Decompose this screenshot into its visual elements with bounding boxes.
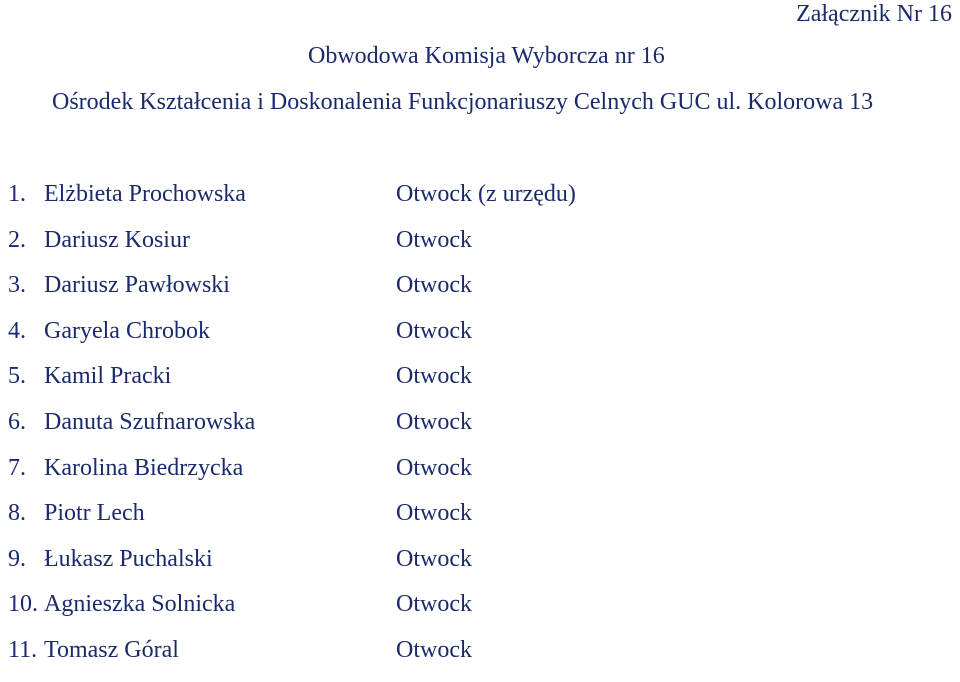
list-item xyxy=(8,454,948,500)
member-city: Otwock xyxy=(396,454,472,481)
list-item xyxy=(8,180,948,226)
member-number: 6. xyxy=(8,408,26,435)
member-name: Danuta Szufnarowska xyxy=(44,408,256,435)
list-item xyxy=(8,362,948,408)
annex-label: Załącznik Nr 16 xyxy=(796,1,952,27)
member-name: Łukasz Puchalski xyxy=(44,545,213,572)
list-item xyxy=(8,271,948,317)
list-item xyxy=(8,317,948,363)
member-list xyxy=(8,180,948,682)
member-name: Karolina Biedrzycka xyxy=(44,454,244,481)
member-city: Otwock xyxy=(396,500,472,527)
member-city: Otwock xyxy=(396,545,472,572)
member-name: Garyela Chrobok xyxy=(44,317,210,344)
member-city: Otwock xyxy=(396,272,472,299)
member-number: 5. xyxy=(8,363,26,390)
member-city: Otwock xyxy=(396,226,472,253)
member-number: 2. xyxy=(8,226,26,253)
member-name: Dariusz Kosiur xyxy=(44,226,190,253)
member-name: Dariusz Pawłowski xyxy=(44,272,230,299)
member-name: Elżbieta Prochowska xyxy=(44,181,246,207)
member-city: Otwock xyxy=(396,591,472,618)
member-name: Agnieszka Solnicka xyxy=(44,591,236,618)
member-name: Tomasz Góral xyxy=(44,636,179,663)
list-item xyxy=(8,499,948,545)
list-item xyxy=(8,226,948,272)
commission-address: Ośrodek Kształcenia i Doskonalenia Funkcjonariuszy Celnych GUC ul. Kolorowa 13 xyxy=(52,89,874,115)
member-number: 1. xyxy=(8,181,26,207)
member-name: Piotr Lech xyxy=(44,500,145,527)
member-number: 10. xyxy=(8,591,38,618)
member-name: Kamil Pracki xyxy=(44,363,172,390)
member-number: 4. xyxy=(8,317,26,344)
member-city: Otwock xyxy=(396,317,472,344)
member-number: 8. xyxy=(8,500,26,527)
member-number: 9. xyxy=(8,545,26,572)
member-city: Otwock xyxy=(396,363,472,390)
member-city: Otwock xyxy=(396,408,472,435)
member-number: 7. xyxy=(8,454,26,481)
list-item xyxy=(8,590,948,636)
member-city: Otwock xyxy=(396,636,472,663)
member-number: 11. xyxy=(8,636,38,663)
member-city: Otwock (z urzędu) xyxy=(396,181,576,207)
list-item xyxy=(8,636,948,682)
member-number: 3. xyxy=(8,272,26,299)
list-item xyxy=(8,545,948,591)
commission-title: Obwodowa Komisja Wyborcza nr 16 xyxy=(308,43,665,69)
list-item xyxy=(8,408,948,454)
